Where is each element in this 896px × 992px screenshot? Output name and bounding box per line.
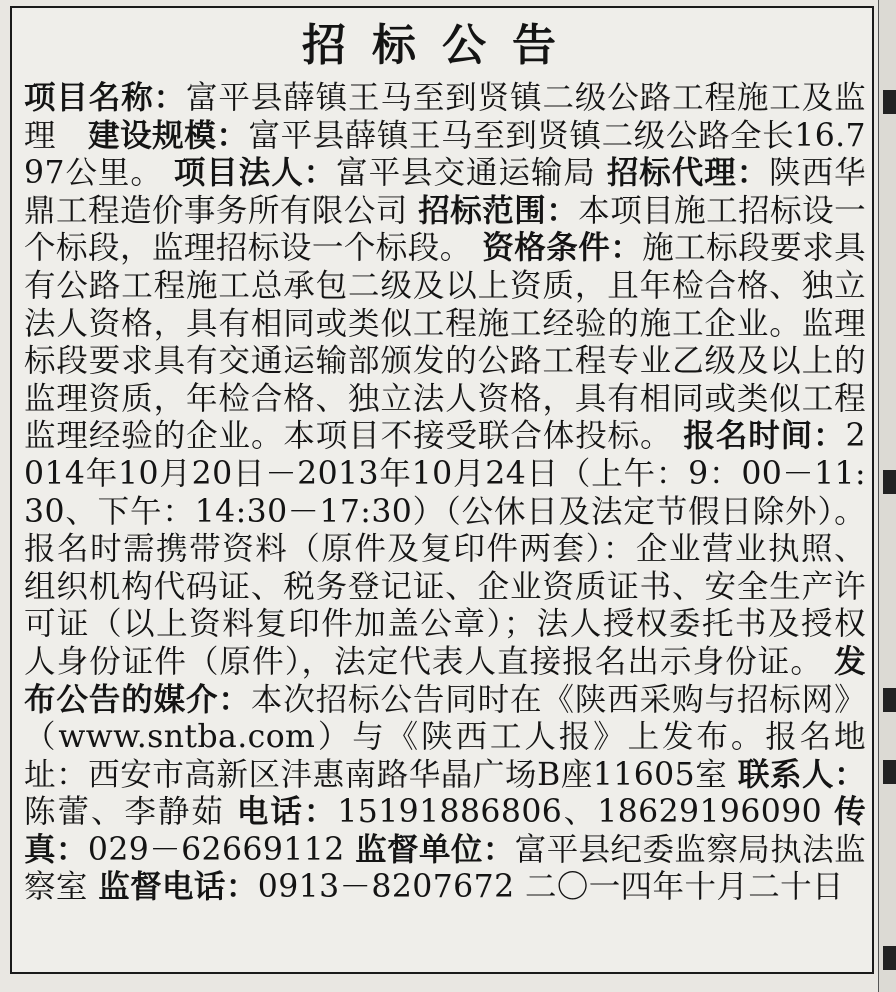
agent-label: 招标代理： <box>606 155 770 192</box>
qualification: 施工标段要求具有公路工程施工总承包二级及以上资质，且年检合格、独立法人资格，具有相同或类似工程施工经验的施工企业。监理标段要求具有交通运输部颁发的公路工程专业乙级及以上的监理资质，年检合格、独立法人资格，具有相同或类似工程监理经验的企业。本项目不接受联合体投标。 <box>24 230 866 455</box>
phone: 15191886806、18629196090 <box>337 794 823 831</box>
owner-label: 项目法人： <box>173 155 337 192</box>
edge-mark <box>883 90 896 114</box>
supervisor-label: 监督单位： <box>355 831 515 868</box>
media-label: 发布公告的媒介： <box>24 643 866 718</box>
supervisor-phone-label: 监督电话： <box>98 869 258 906</box>
notice-title: 招标公告 <box>302 20 582 71</box>
edge-mark <box>883 946 896 970</box>
project-name-label: 项目名称： <box>24 80 187 116</box>
contact: 陈蕾、李静茹 <box>24 794 225 831</box>
adjacent-column-edge <box>878 0 896 992</box>
edge-mark <box>883 470 896 494</box>
owner: 富平县交通运输局 <box>336 155 596 192</box>
media: 本次招标公告同时在《陕西采购与招标网》（www.sntba.com）与《陕西工人报》上发布。报名地址：西安市高新区沣惠南路华晶广场B座11605室 <box>24 681 866 793</box>
scope-label: 招标范围： <box>418 192 579 229</box>
scope: 本项目施工招标设一个标段，监理招标设一个标段。 <box>24 192 866 267</box>
scale-label: 建设规模： <box>87 117 249 154</box>
edge-mark <box>883 688 896 712</box>
phone-label: 电话： <box>236 794 338 831</box>
supervisor-phone: 0913－8207672 <box>257 869 515 906</box>
registration-time-label: 报名时间： <box>683 418 846 455</box>
contact-label: 联系人： <box>737 756 866 793</box>
notice-date: 二〇一四年十月二十日 <box>524 869 844 906</box>
scale: 富平县薛镇王马至到贤镇二级公路全长16.797公里。 <box>24 117 866 192</box>
edge-mark <box>883 760 896 784</box>
fax: 029－62669112 <box>87 831 345 868</box>
tender-notice <box>10 6 874 974</box>
notice-body <box>24 80 866 907</box>
registration-time: 2014年10月20日－2013年10月24日（上午：9：00－11:30、下午：14:30－17:30）（公休日及法定节假日除外）。报名时需携带资料（原件及复印件两套）：企业营业执照、组织机构代码证、税务登记证、企业资质证书、安全生产许可证（以上资料复印件加盖公章）；法人授权委托书及授权人身份证件（原件），法定代表人直接报名出示身份证。 <box>24 418 866 680</box>
qualification-label: 资格条件： <box>482 230 643 267</box>
project-name: 富平县薛镇王马至到贤镇二级公路工程施工及监理 <box>24 80 866 154</box>
agent: 陕西华鼎工程造价事务所有限公司 <box>24 155 866 229</box>
fax-label: 传真： <box>24 794 867 868</box>
supervisor: 富平县纪委监察局执法监察室 <box>24 831 866 906</box>
